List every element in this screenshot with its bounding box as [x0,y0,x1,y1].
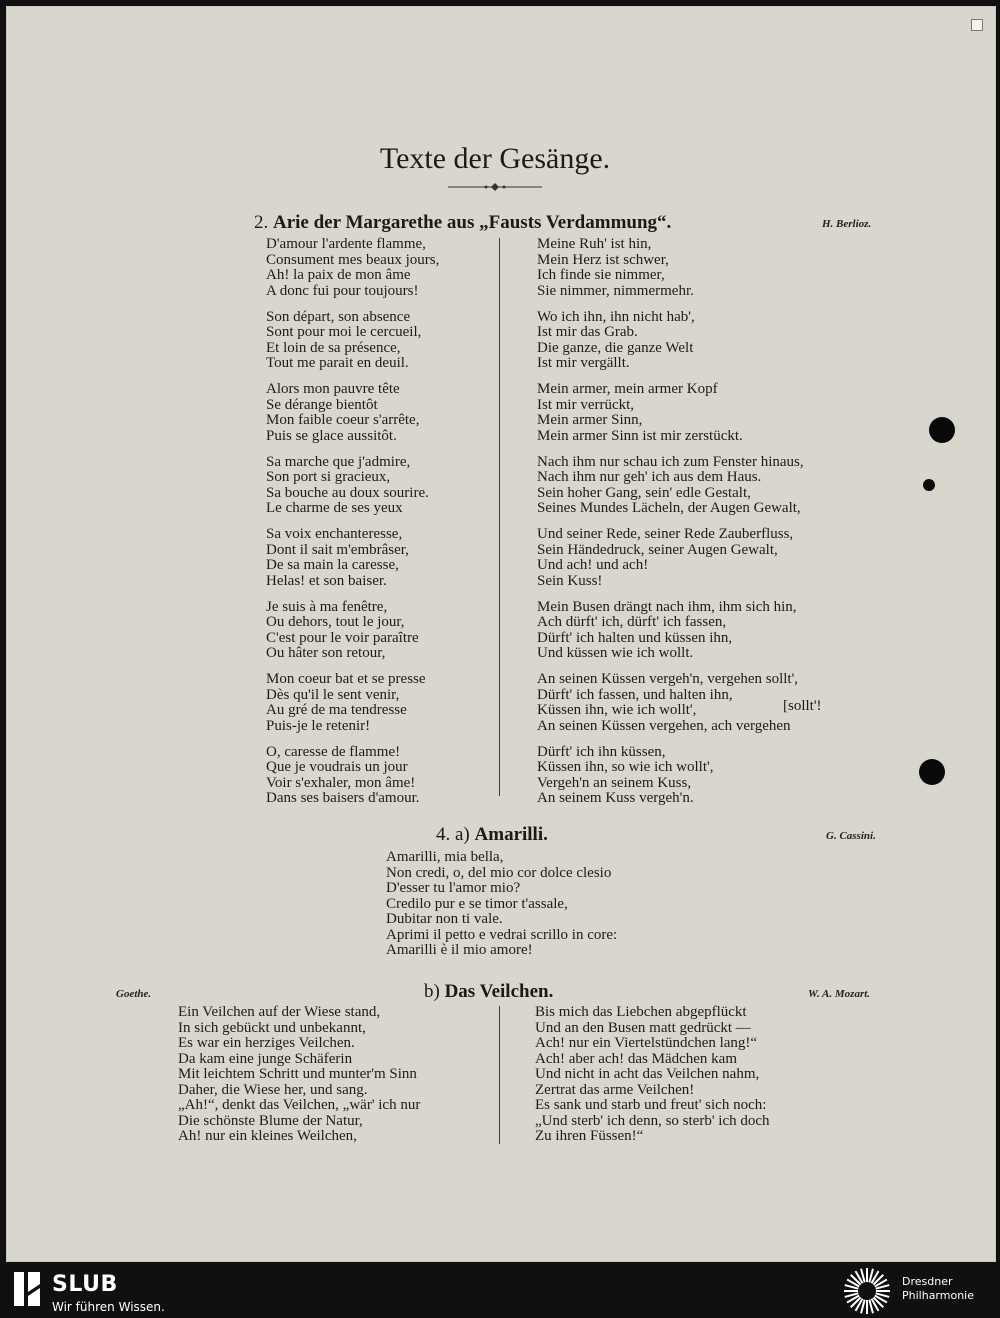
verse-line: Puis se glace aussitôt. [266,427,397,444]
verse-line: O, caresse de flamme! [266,743,401,760]
stanza [537,310,804,372]
verse-line: Ach! aber ach! das Mädchen kam [535,1050,737,1067]
stanza [537,672,804,734]
verse-line: „Und sterb' ich denn, so sterb' ich doch [535,1112,770,1129]
slub-logo-icon [12,1270,42,1308]
stanza [537,382,804,444]
veilchen-right-column [535,1005,770,1145]
verse-line: Ach! nur ein Viertelstündchen lang!“ [535,1035,758,1051]
verse-line: Dürft' ich fassen, und halten ihn, [537,686,733,703]
verse-line: Ist mir verrückt, [537,396,635,413]
verse-line: Mon faible coeur s'arrête, [266,412,420,428]
verse-line: Helas! et son baiser. [266,572,387,589]
library-name: SLUB [52,1272,118,1297]
verse-line: Ach dürft' ich, dürft' ich fassen, [537,614,727,630]
verse-line: Und an den Busen matt gedrückt — [535,1019,751,1036]
aria-heading [254,212,671,234]
verse-line: Amarilli, mia bella, [386,849,504,865]
verse-line: Ist mir das Grab. [537,324,638,340]
library-tagline: Wir führen Wissen. [52,1300,165,1314]
page-title: Texte der Gesänge. [379,142,611,175]
veilchen-composer: W. A. Mozart. [808,988,871,1000]
stanza [266,382,439,444]
verse-line: Mein armer, mein armer Kopf [537,381,718,397]
verse-line: Non credi, o, del mio cor dolce clesio [386,864,612,881]
amarilli-heading [436,824,548,846]
orchestra-name-line1: Dresdner [902,1275,953,1288]
verse-line: Mein Herz ist schwer, [537,251,669,268]
verse-line: Son départ, son absence [266,308,411,325]
column-divider [499,1006,500,1144]
verse-line: Es war ein herziges Veilchen. [178,1035,355,1051]
verse-line: Ou dehors, tout le jour, [266,614,405,630]
verse-line: Sein Händedruck, seiner Augen Gewalt, [537,541,778,558]
verse-line: Sein Kuss! [537,572,603,589]
verse-line: Und küssen wie ich wollt. [537,645,694,661]
verse-line: Dans ses baisers d'amour. [266,790,420,806]
veilchen-title: Das Veilchen. [444,981,554,1002]
verse-line: Dürft' ich halten und küssen ihn, [537,629,733,646]
verse-line: Mit leichtem Schritt und munter'm Sinn [178,1066,417,1082]
verse-line: Sa voix enchanteresse, [266,526,403,542]
verse-line: Und nicht in acht das Veilchen nahm, [535,1066,760,1082]
verse-line: An seinen Küssen vergehen, ach vergehen [537,717,791,734]
verse-line: Zertrat das arme Veilchen! [535,1081,695,1098]
verse-line: Que je voudrais un jour [266,759,408,775]
verse-line: Puis-je le retenir! [266,717,371,734]
verse-line: Ist mir vergällt. [537,355,630,371]
verse-line: D'amour l'ardente flamme, [266,236,426,252]
veilchen-poet: Goethe. [116,988,152,1000]
stanza [537,745,804,807]
verse-line: Bis mich das Liebchen abgepflückt [535,1004,747,1020]
orchestra-name-line2: Philharmonie [902,1289,974,1302]
document-page [6,6,996,1262]
verse-line: Zu ihren Füssen!“ [535,1128,644,1144]
footer-bar [0,1262,1000,1318]
verse-line: Son port si gracieux, [266,469,391,485]
punch-hole [923,479,935,491]
verse-line: Die ganze, die ganze Welt [537,339,694,356]
verse-line: Ah! nur ein kleines Weilchen, [178,1128,357,1144]
verse-line: An seinen Küssen vergeh'n, vergehen sollt', [537,671,799,687]
verse-line: Und seiner Rede, seiner Rede Zauberfluss, [537,526,794,542]
stanza [266,310,439,372]
verse-line: Ich finde sie nimmer, [537,267,665,283]
stanza [266,745,439,807]
verse-line: De sa main la caresse, [266,557,399,573]
stanza [266,527,439,589]
verse-line: Daher, die Wiese her, und sang. [178,1081,368,1098]
verse-line: Nach ihm nur geh' ich aus dem Haus. [537,469,762,485]
verse-line: „Ah!“, denkt das Veilchen, „wär' ich nur [178,1097,421,1113]
verse-line: Aprimi il petto e vedrai scrillo in core: [386,926,618,943]
aria-number: 2. [254,212,269,233]
verse-line: Nach ihm nur schau ich zum Fenster hinaus, [537,453,804,470]
amarilli-number: 4. a) [436,824,470,845]
verse-line: Mein armer Sinn ist mir zerstückt. [537,427,743,444]
verse-line: Se dérange bientôt [266,396,378,413]
verse-line: Wo ich ihn, ihn nicht hab', [537,308,695,325]
verse-line: Dubitar non ti vale. [386,911,503,927]
verse-line: Vergeh'n an seinem Kuss, [537,774,692,791]
verse-line: Voir s'exhaler, mon âme! [266,774,416,791]
verse-line: Seines Mundes Lächeln, der Augen Gewalt, [537,500,801,516]
verse-line: A donc fui pour toujours! [266,282,419,299]
verse-line: Sie nimmer, nimmermehr. [537,282,694,299]
verse-line: Sont pour moi le cercueil, [266,324,422,340]
verse-line: Dès qu'il le sent venir, [266,686,400,703]
verse-line: Ah! la paix de mon âme [266,267,411,283]
aria-composer: H. Berlioz. [822,218,872,230]
veilchen-number: b) [424,981,440,1002]
verse-line: An seinem Kuss vergeh'n. [537,790,694,806]
verse-line: Credilo pur e se timor t'assale, [386,895,568,912]
stanza [266,600,439,662]
stanza [537,455,804,517]
verse-line: Meine Ruh' ist hin, [537,236,652,252]
stanza [537,600,804,662]
aria-side-note: [sollt'! [783,698,822,714]
verse-line: Sa marche que j'admire, [266,453,411,470]
verse-line: Dürft' ich ihn küssen, [537,743,666,760]
verse-line: D'esser tu l'amor mio? [386,880,521,896]
verse-line: Die schönste Blume der Natur, [178,1112,363,1129]
verse-line: Mon coeur bat et se presse [266,671,426,687]
amarilli-title: Amarilli. [474,824,548,845]
punch-hole [919,759,945,785]
verse-line: Le charme de ses yeux [266,500,403,516]
verse-line: Amarilli è il mio amore! [386,942,533,958]
aria-title: Arie der Margarethe aus „Fausts Verdammung“. [273,212,672,233]
verse-line: Tout me parait en deuil. [266,355,409,371]
verse-line: Küssen ihn, wie ich wollt', [537,702,697,718]
title-ornament [448,182,542,192]
verse-line: Sa bouche au doux sourire. [266,484,429,501]
verse-line: In sich gebückt und unbekannt, [178,1019,366,1036]
column-divider [499,238,500,796]
veilchen-heading [424,981,553,1003]
stanza [266,672,439,734]
verse-line: Consument mes beaux jours, [266,251,440,268]
sunburst-logo-icon [842,1266,892,1316]
stanza [537,237,804,299]
amarilli-text [386,850,617,959]
verse-line: C'est pour le voir paraître [266,629,419,646]
verse-line: Dont il sait m'embrâser, [266,541,409,558]
verse-line: Mein Busen drängt nach ihm, ihm sich hin, [537,598,797,615]
verse-line: Es sank und starb und freut' sich noch: [535,1097,767,1113]
verse-line: Ou hâter son retour, [266,645,386,661]
stanza [266,237,439,299]
verse-line: Je suis à ma fenêtre, [266,598,388,615]
verse-line: Küssen ihn, so wie ich wollt', [537,759,714,775]
amarilli-composer: G. Cassini. [826,830,876,842]
punch-hole [929,417,955,443]
orchestra-name [902,1275,974,1303]
aria-german-column [537,237,804,817]
verse-line: Ein Veilchen auf der Wiese stand, [178,1004,381,1020]
verse-line: Au gré de ma tendresse [266,702,407,718]
verse-line: Sein hoher Gang, sein' edle Gestalt, [537,484,751,501]
verse-line: Alors mon pauvre tête [266,381,400,397]
stanza [537,527,804,589]
veilchen-left-column [178,1005,420,1145]
corner-marker [971,19,983,31]
verse-line: Mein armer Sinn, [537,412,643,428]
verse-line: Da kam eine junge Schäferin [178,1050,353,1067]
stanza [266,455,439,517]
verse-line: Und ach! und ach! [537,557,649,573]
verse-line: Et loin de sa présence, [266,339,401,356]
aria-french-column [266,237,439,817]
